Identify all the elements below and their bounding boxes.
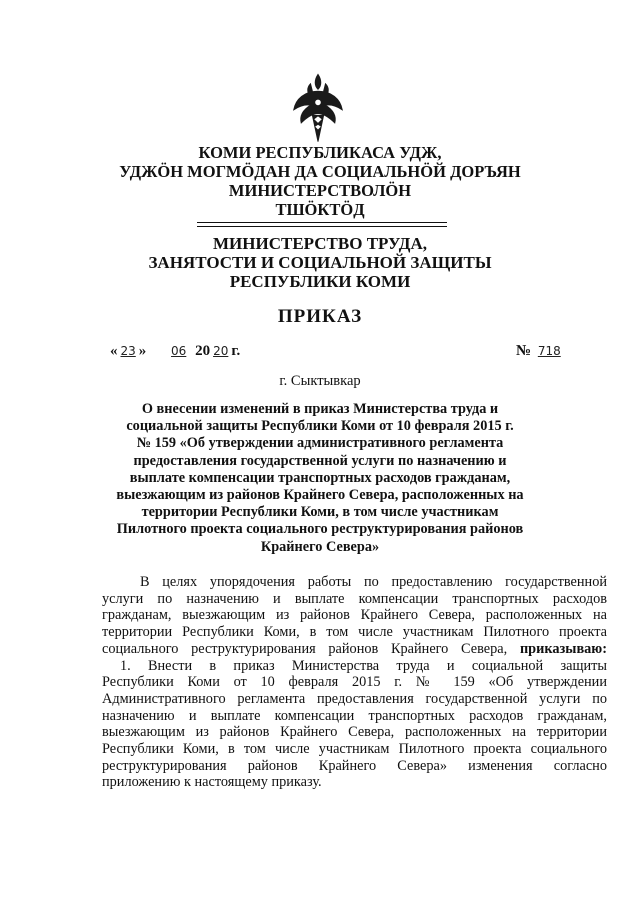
- ministry-line-2: ЗАНЯТОСТИ И СОЦИАЛЬНОЙ ЗАЩИТЫ: [148, 253, 492, 272]
- date-day: 23: [120, 344, 136, 358]
- body-line: 1. Внести в приказ Министерства труда и социальной защиты: [120, 657, 607, 674]
- header-divider-thick: [197, 222, 447, 223]
- komi-header-line-1: КОМИ РЕСПУБЛИКАСА УДЖ,: [198, 143, 442, 162]
- body-line: реструктурирования районов Крайнего Севера» изменения согласно: [102, 757, 607, 774]
- body-line-closing: [102, 641, 607, 658]
- title-line: Пилотного проекта социального реструктурирования районов: [116, 521, 524, 538]
- body-line: выезжающим из районов Крайнего Севера, расположенных на территории: [102, 724, 607, 741]
- komi-header-line-2: УДЖӦН МОГМӦДАН ДА СОЦИАЛЬНӦЙ ДОРЪЯН: [119, 162, 521, 181]
- body-line: Административного регламента предоставления государственной услуги по: [102, 690, 607, 707]
- body-line: В целях упорядочения работы по предоставлению государственной: [140, 574, 607, 590]
- coat-of-arms-emblem-icon: [290, 70, 346, 146]
- body-line: Республики Коми от 10 февраля 2015 г. № 159 «Об утверждении: [102, 674, 607, 691]
- ministry-line-1: МИНИСТЕРСТВО ТРУДА,: [213, 234, 427, 253]
- city-name: г. Сыктывкар: [279, 373, 361, 389]
- ministry-line-3: РЕСПУБЛИКИ КОМИ: [229, 272, 411, 291]
- title-line: № 159 «Об утверждении административного регламента: [136, 435, 504, 452]
- komi-header-line-3: МИНИСТЕРСТВОЛӦН: [228, 181, 412, 200]
- title-line: О внесении изменений в приказ Министерства труда и: [141, 401, 499, 417]
- date-open-quote: «: [110, 343, 118, 359]
- order-verb: приказываю:: [519, 640, 607, 657]
- title-line: выплате компенсации транспортных расходов гражданам,: [129, 469, 511, 486]
- order-number-value: 718: [537, 344, 561, 358]
- body-line: приложению к настоящему приказу.: [102, 774, 322, 791]
- date-suffix: г.: [231, 343, 241, 359]
- body-line: территории Республики Коми, в том числе участникам Пилотного проекта: [102, 624, 607, 641]
- date-month: 06: [171, 344, 187, 358]
- body-line: Республики Коми, в том числе участникам Пилотного проекта социального: [102, 741, 607, 758]
- preamble-end: социального реструктурирования районов Крайнего Севера,: [102, 640, 508, 657]
- body-line: услуги по назначению и выплате компенсации транспортных расходов: [102, 590, 607, 607]
- title-line: предоставления государственной услуги по назначению и: [133, 452, 507, 469]
- order-number: [516, 343, 564, 360]
- date-close-quote: »: [138, 343, 147, 359]
- body-line: гражданам, выезжающим из районов Крайнего Севера, расположенных на: [102, 607, 607, 624]
- title-line: территории Республики Коми, в том числе участникам: [141, 504, 499, 521]
- title-line: социальной защиты Республики Коми от 10 февраля 2015 г.: [126, 418, 514, 435]
- body-line: назначению и выплате компенсации транспортных расходов гражданам,: [102, 707, 607, 724]
- title-line: Крайнего Севера»: [260, 538, 380, 555]
- order-title: [110, 401, 530, 556]
- order-date: [110, 343, 240, 360]
- title-line: выезжающим из районов Крайнего Севера, расположенных на: [116, 487, 524, 504]
- document-type-title: ПРИКАЗ: [277, 306, 363, 327]
- header-divider-thin: [197, 226, 447, 227]
- date-year-suffix: 20: [213, 344, 229, 358]
- komi-header-line-4: ТШӦКТӦД: [275, 200, 365, 219]
- order-number-label: №: [516, 343, 532, 359]
- date-year-prefix: 20: [195, 343, 211, 359]
- order-body: [102, 574, 607, 791]
